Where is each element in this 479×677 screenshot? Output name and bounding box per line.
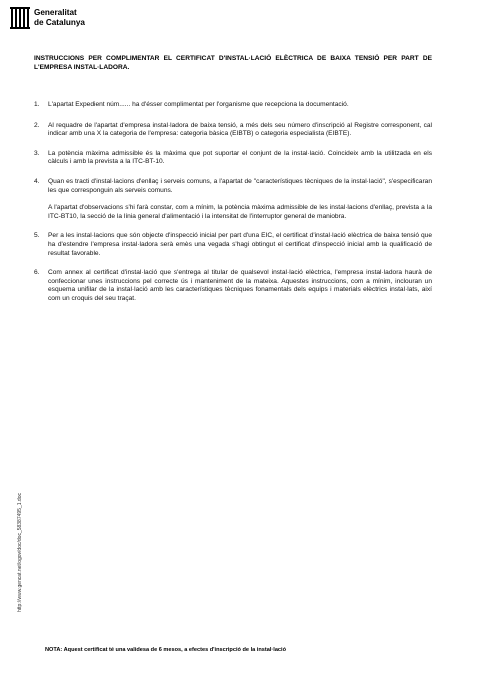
list-item xyxy=(34,232,432,258)
item-text: Quan es tracti d'instal·lacions d'enllaç i serveis comuns, a l'apartat de "característiques tècniques de la instal·lació", s'especificaran les que corresponguin als serveis comuns. xyxy=(48,177,432,194)
brand-line-2: de Catalunya xyxy=(34,18,85,27)
brand-name xyxy=(34,8,85,28)
item-text: L'apartat Expedient núm...... ha d'ésser complimentat per l'organisme que recepciona la documentació. xyxy=(48,101,349,108)
document-title: INSTRUCCIONS PER COMPLIMENTAR EL CERTIFICAT D'INSTAL·LACIÓ ELÈCTRICA DE BAIXA TENSIÓ PER PART DE L'EMPRESA INSTAL·LADORA. xyxy=(34,55,432,71)
item-text: Al requadre de l'apartat d'empresa instal·ladora de baixa tensió, a més dels seu número d'inscripció al Registre corresponent, cal indicar amb una X la categoria de l'empresa: categoria bàsica (EIBTB) o categoria especialista (EIBTE). xyxy=(48,121,432,138)
item-number: 3. xyxy=(34,149,40,157)
side-url-link[interactable]: http://www.gencat.net/ogov/doc/doc_58387495_1.doc xyxy=(17,493,23,612)
item-number: 6. xyxy=(34,269,40,277)
brand-line-1: Generalitat xyxy=(34,8,77,17)
item-text: Per a les instal·lacions que són objecte d'inspecció inicial per part d'una EIC, el certificat d'instal·lació elèctrica de baixa tensió que ha d'estendre l'empresa instal·ladora serà emès una vegada s'hagi obtingut el certificat d'inspecció inicial amb la qualificació de resultat favorable. xyxy=(48,232,432,257)
item-text: La potència màxima admissible és la màxima que pot suportar el conjunt de la instal·lació. Coincideix amb la utilitzada en els càlculs i amb la prevista a la ITC-BT-10. xyxy=(48,149,432,166)
footer-note: NOTA: Aquest certificat té una validesa de 6 mesos, a efectes d'inscripció de la instal·lació xyxy=(45,647,287,653)
list-item xyxy=(34,178,432,221)
list-item xyxy=(34,122,432,139)
list-item xyxy=(34,101,432,110)
item-text: A l'apartat d'observacions s'hi farà constar, com a mínim, la potència màxima admissible de les instal·lacions d'enllaç, prevista a la ITC-BT10, la secció de la línia general d'alimentació i la intensitat de l'interruptor general de maniobra. xyxy=(48,204,432,220)
item-number: 1. xyxy=(34,101,40,108)
item-number: 4. xyxy=(34,177,40,185)
instructions-list xyxy=(34,101,432,304)
list-item xyxy=(34,269,432,303)
generalitat-four-bars-logo-icon xyxy=(10,7,30,29)
item-text: Com annex al certificat d'instal·lació que s'entrega al titular de qualsevol instal·lació elèctrica, l'empresa instal·ladora haurà de confeccionar unes instruccions pel correcte ús i manteniment de la mateixa. Aquestes instruccions, com a mínim, inclouran un esquema unifilar de la instal·lació amb les característiques tècniques fonamentals dels equips i materials elèctrics instal·lats, així com un croquis del seu traçat. xyxy=(48,269,432,302)
list-item xyxy=(34,150,432,167)
item-number: 5. xyxy=(34,232,40,240)
item-number: 2. xyxy=(34,121,40,129)
